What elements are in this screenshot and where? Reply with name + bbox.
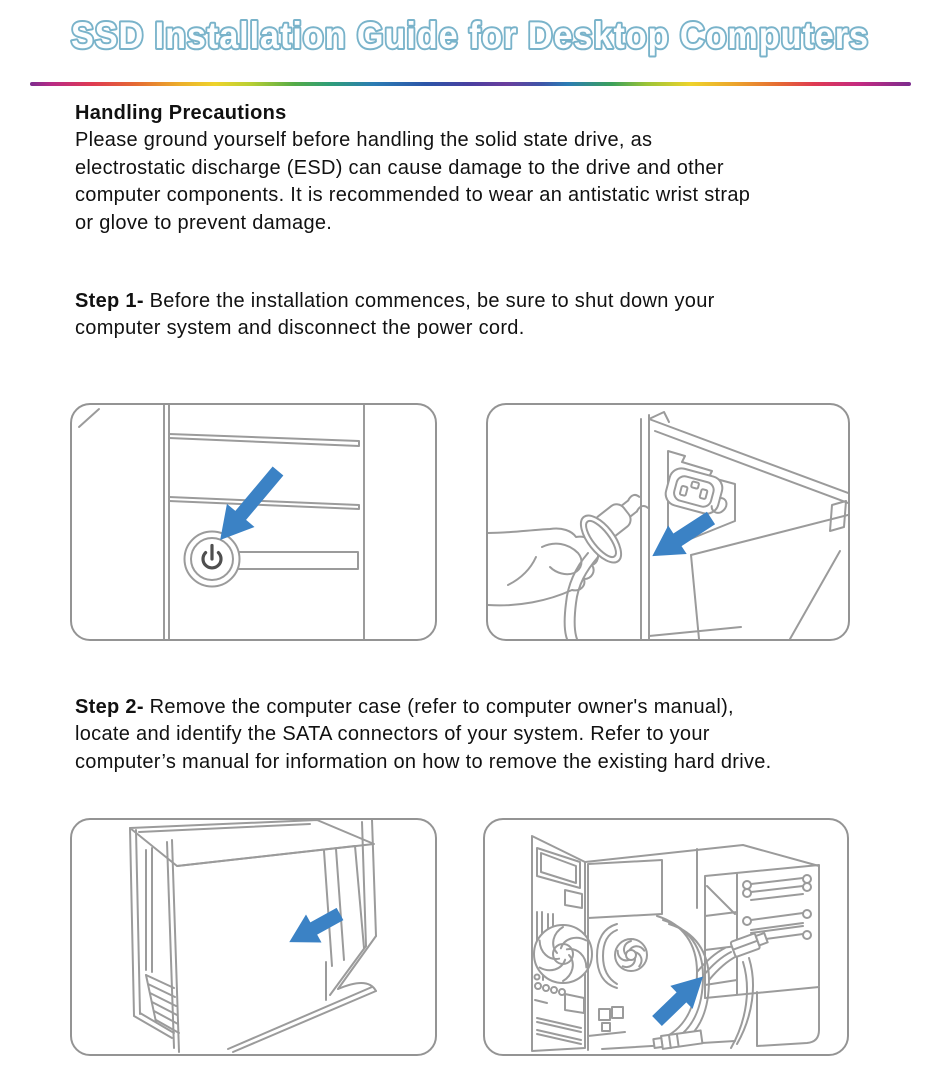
figure-remove-side-panel [70,818,437,1056]
blue-arrow-icon [282,900,348,956]
precautions-line-3: computer components. It is recommended to wear an antistatic wrist strap [75,184,751,207]
step1-section [75,288,895,343]
step2-text-line-3: computer’s manual for information on how to remove the existing hard drive. [75,750,772,773]
cable-end-connector [653,1030,702,1050]
step1-text-line-2: computer system and disconnect the power cord. [75,317,525,340]
unplug-power-cord-illustration [488,405,848,639]
power-button-front-panel-illustration [72,405,435,639]
front-panel-line-art [79,405,364,639]
page-title-wordart [0,6,940,64]
case-interior-line-art [532,836,819,1051]
precautions-line-2: electrostatic discharge (ESD) can cause damage to the drive and other [75,156,724,179]
step1-label: Step 1- [75,290,144,312]
precautions-line-1: Please ground yourself before handling the solid state drive, as [75,129,653,152]
locate-sata-connectors-illustration [485,820,847,1054]
precautions-line-4: or glove to prevent damage. [75,211,333,234]
step1-text-line-1: Before the installation commences, be sure to shut down your [143,290,715,312]
figure-unplug-cord [486,403,850,641]
precautions-heading: Handling Precautions [75,102,287,124]
page-title: SSD Installation Guide for Desktop Computers [71,15,869,56]
step2-section [75,694,895,776]
hand-holding-plug [488,528,598,605]
figure-sata-connectors [483,818,849,1056]
remove-side-panel-illustration [72,820,435,1054]
figure-power-button [70,403,437,641]
rainbow-divider [30,82,911,86]
handling-precautions-section [75,100,895,237]
case-side-panel-line-art [130,820,376,1052]
cpu-fan [597,924,647,988]
rear-fan [534,925,592,983]
step2-label: Step 2- [75,696,144,718]
power-socket [663,466,733,519]
rear-panel-line-art [488,412,848,639]
step2-text-line-2: locate and identify the SATA connectors of your system. Refer to your [75,723,710,746]
step2-text-line-1: Remove the computer case (refer to computer owner's manual), [143,696,734,718]
drive-cage [705,865,819,1046]
